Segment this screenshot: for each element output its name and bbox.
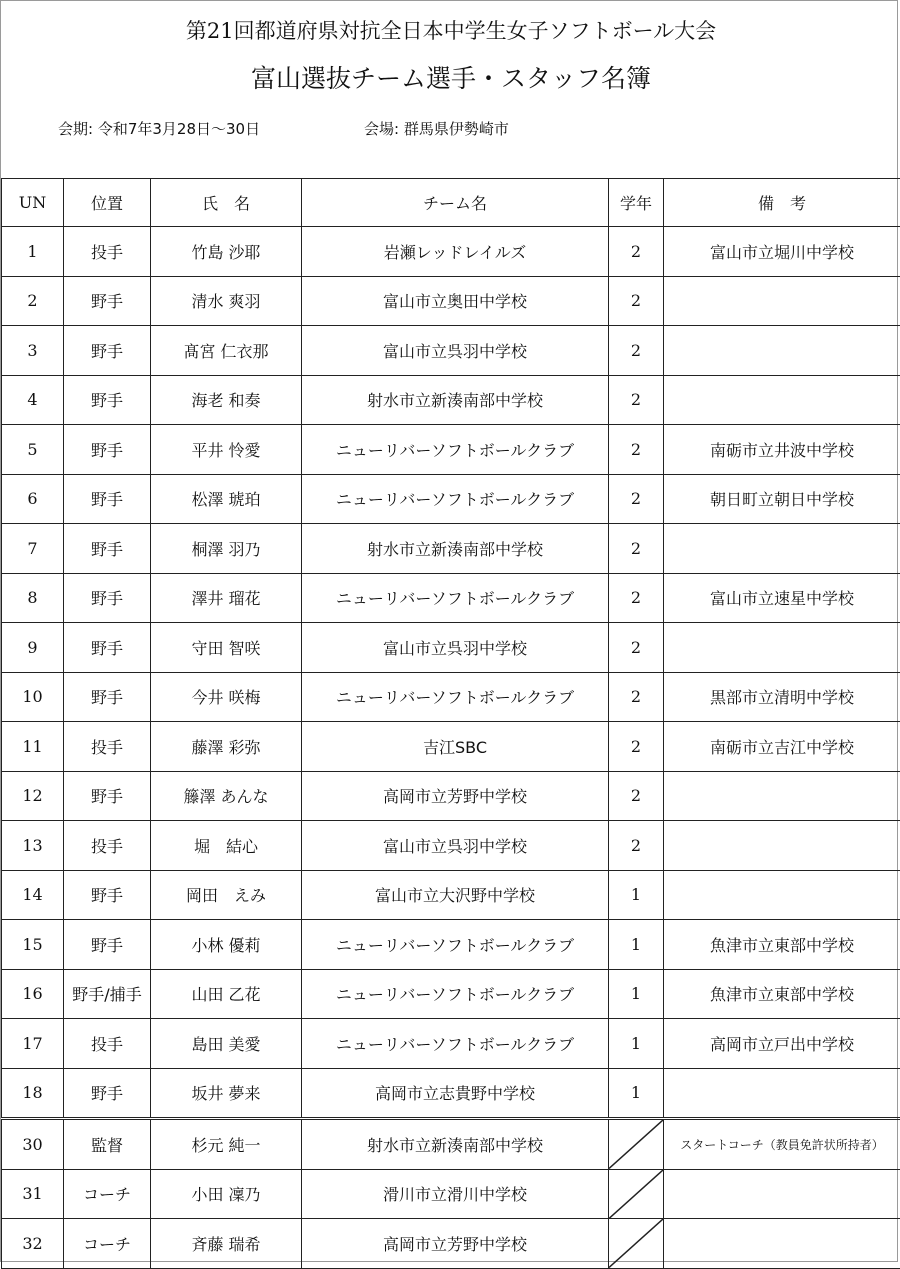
name-cell: 島田 美愛 (151, 1019, 302, 1069)
player-row (2, 326, 900, 376)
team-cell: 富山市立大沢野中学校 (302, 870, 609, 920)
column-header-remarks: 備 考 (664, 179, 900, 227)
position-cell: 野手 (64, 425, 151, 475)
player-row (2, 771, 900, 821)
player-row (2, 821, 900, 871)
position-cell: コーチ (64, 1169, 151, 1219)
player-row (2, 1019, 900, 1069)
name-cell: 澤井 瑠花 (151, 573, 302, 623)
roster-body (2, 227, 900, 1269)
position-cell: 野手 (64, 276, 151, 326)
name-cell: 岡田 えみ (151, 870, 302, 920)
team-cell: 高岡市立志貴野中学校 (302, 1068, 609, 1119)
grade-cell: 2 (609, 771, 664, 821)
remarks-cell: 魚津市立東部中学校 (664, 920, 900, 970)
un-cell: 6 (2, 474, 64, 524)
team-cell: ニューリバーソフトボールクラブ (302, 425, 609, 475)
player-row (2, 1068, 900, 1119)
grade-cell: 2 (609, 326, 664, 376)
un-cell: 31 (2, 1169, 64, 1219)
un-cell: 14 (2, 870, 64, 920)
grade-cell: 2 (609, 524, 664, 574)
roster-table (1, 178, 900, 1269)
position-cell: 野手 (64, 1068, 151, 1119)
position-cell: 野手 (64, 375, 151, 425)
name-cell: 籐澤 あんな (151, 771, 302, 821)
name-cell: 清水 爽羽 (151, 276, 302, 326)
remarks-cell: 高岡市立戸出中学校 (664, 1019, 900, 1069)
table-header-row (2, 179, 900, 227)
player-row (2, 623, 900, 673)
un-cell: 15 (2, 920, 64, 970)
un-cell: 3 (2, 326, 64, 376)
grade-cell: 1 (609, 920, 664, 970)
position-cell: 野手 (64, 326, 151, 376)
team-cell: ニューリバーソフトボールクラブ (302, 672, 609, 722)
position-cell: 野手 (64, 623, 151, 673)
un-cell: 11 (2, 722, 64, 772)
grade-cell: 2 (609, 722, 664, 772)
remarks-cell (664, 771, 900, 821)
position-cell: 野手 (64, 524, 151, 574)
team-cell: 射水市立新湊南部中学校 (302, 375, 609, 425)
column-header-name: 氏 名 (151, 179, 302, 227)
team-cell: 射水市立新湊南部中学校 (302, 1119, 609, 1170)
remarks-cell: スタートコーチ（教員免許状所持者） (664, 1119, 900, 1170)
team-cell: 富山市立呉羽中学校 (302, 821, 609, 871)
remarks-cell (664, 1169, 900, 1219)
position-cell: 野手/捕手 (64, 969, 151, 1019)
remarks-cell (664, 524, 900, 574)
team-cell: 吉江SBC (302, 722, 609, 772)
name-cell: 平井 怜愛 (151, 425, 302, 475)
grade-cell: 1 (609, 870, 664, 920)
name-cell: 守田 智咲 (151, 623, 302, 673)
un-cell: 18 (2, 1068, 64, 1119)
remarks-cell (664, 623, 900, 673)
player-row (2, 425, 900, 475)
remarks-cell (664, 375, 900, 425)
name-cell: 山田 乙花 (151, 969, 302, 1019)
team-cell: 滑川市立滑川中学校 (302, 1169, 609, 1219)
position-cell: 野手 (64, 771, 151, 821)
remarks-cell: 富山市立堀川中学校 (664, 227, 900, 277)
grade-cell: 2 (609, 821, 664, 871)
player-row (2, 474, 900, 524)
player-row (2, 524, 900, 574)
un-cell: 1 (2, 227, 64, 277)
un-cell: 30 (2, 1119, 64, 1170)
player-row (2, 672, 900, 722)
team-cell: ニューリバーソフトボールクラブ (302, 573, 609, 623)
un-cell: 8 (2, 573, 64, 623)
remarks-cell (664, 1219, 900, 1269)
name-cell: 坂井 夢来 (151, 1068, 302, 1119)
remarks-cell: 黒部市立清明中学校 (664, 672, 900, 722)
name-cell: 斉藤 瑞希 (151, 1219, 302, 1269)
grade-cell: 2 (609, 672, 664, 722)
event-venue: 会場: 群馬県伊勢崎市 (364, 118, 509, 139)
team-cell: 富山市立呉羽中学校 (302, 326, 609, 376)
remarks-cell: 南砺市立井波中学校 (664, 425, 900, 475)
page-subtitle: 富山選抜チーム選手・スタッフ名簿 (1, 59, 900, 95)
position-cell: 野手 (64, 474, 151, 524)
team-cell: 岩瀬レッドレイルズ (302, 227, 609, 277)
grade-cell: 1 (609, 1068, 664, 1119)
team-cell: ニューリバーソフトボールクラブ (302, 920, 609, 970)
remarks-cell (664, 326, 900, 376)
grade-cell: 2 (609, 573, 664, 623)
grade-cell: 2 (609, 474, 664, 524)
un-cell: 2 (2, 276, 64, 326)
team-cell: 射水市立新湊南部中学校 (302, 524, 609, 574)
name-cell: 藤澤 彩弥 (151, 722, 302, 772)
diagonal-slash-icon (609, 1170, 663, 1219)
grade-not-applicable-cell (609, 1219, 664, 1269)
page-title: 第21回都道府県対抗全日本中学生女子ソフトボール大会 (1, 15, 900, 45)
grade-not-applicable-cell (609, 1119, 664, 1170)
un-cell: 32 (2, 1219, 64, 1269)
position-cell: 野手 (64, 672, 151, 722)
position-cell: 野手 (64, 573, 151, 623)
un-cell: 13 (2, 821, 64, 871)
column-header-team: チーム名 (302, 179, 609, 227)
remarks-cell: 南砺市立吉江中学校 (664, 722, 900, 772)
remarks-cell: 魚津市立東部中学校 (664, 969, 900, 1019)
player-row (2, 920, 900, 970)
team-cell: 高岡市立芳野中学校 (302, 771, 609, 821)
un-cell: 7 (2, 524, 64, 574)
team-cell: 高岡市立芳野中学校 (302, 1219, 609, 1269)
staff-row (2, 1169, 900, 1219)
remarks-cell: 富山市立速星中学校 (664, 573, 900, 623)
position-cell: 投手 (64, 722, 151, 772)
column-header-grade: 学年 (609, 179, 664, 227)
player-row (2, 276, 900, 326)
name-cell: 堀 結心 (151, 821, 302, 871)
player-row (2, 375, 900, 425)
name-cell: 今井 咲梅 (151, 672, 302, 722)
remarks-cell: 朝日町立朝日中学校 (664, 474, 900, 524)
position-cell: 投手 (64, 821, 151, 871)
name-cell: 海老 和奏 (151, 375, 302, 425)
position-cell: 投手 (64, 227, 151, 277)
column-header-position: 位置 (64, 179, 151, 227)
diagonal-slash-icon (609, 1120, 663, 1169)
player-row (2, 227, 900, 277)
remarks-cell (664, 870, 900, 920)
name-cell: 杉元 純一 (151, 1119, 302, 1170)
position-cell: 野手 (64, 870, 151, 920)
remarks-cell (664, 821, 900, 871)
un-cell: 9 (2, 623, 64, 673)
un-cell: 17 (2, 1019, 64, 1069)
name-cell: 小田 凜乃 (151, 1169, 302, 1219)
column-header-un: UN (2, 179, 64, 227)
grade-not-applicable-cell (609, 1169, 664, 1219)
un-cell: 12 (2, 771, 64, 821)
player-row (2, 969, 900, 1019)
grade-cell: 2 (609, 623, 664, 673)
un-cell: 4 (2, 375, 64, 425)
position-cell: 野手 (64, 920, 151, 970)
team-cell: ニューリバーソフトボールクラブ (302, 969, 609, 1019)
position-cell: 投手 (64, 1019, 151, 1069)
player-row (2, 573, 900, 623)
name-cell: 竹島 沙耶 (151, 227, 302, 277)
grade-cell: 1 (609, 1019, 664, 1069)
name-cell: 桐澤 羽乃 (151, 524, 302, 574)
event-period: 会期: 令和7年3月28日～30日 (58, 118, 260, 139)
remarks-cell (664, 276, 900, 326)
diagonal-slash-icon (609, 1219, 663, 1268)
position-cell: 監督 (64, 1119, 151, 1170)
remarks-cell (664, 1068, 900, 1119)
grade-cell: 2 (609, 375, 664, 425)
player-row (2, 722, 900, 772)
grade-cell: 1 (609, 969, 664, 1019)
team-cell: 富山市立奥田中学校 (302, 276, 609, 326)
name-cell: 髙宮 仁衣那 (151, 326, 302, 376)
position-cell: コーチ (64, 1219, 151, 1269)
staff-row (2, 1219, 900, 1269)
name-cell: 松澤 琥珀 (151, 474, 302, 524)
team-cell: ニューリバーソフトボールクラブ (302, 474, 609, 524)
staff-row (2, 1119, 900, 1170)
name-cell: 小林 優莉 (151, 920, 302, 970)
player-row (2, 870, 900, 920)
team-cell: 富山市立呉羽中学校 (302, 623, 609, 673)
un-cell: 5 (2, 425, 64, 475)
grade-cell: 2 (609, 227, 664, 277)
un-cell: 16 (2, 969, 64, 1019)
team-cell: ニューリバーソフトボールクラブ (302, 1019, 609, 1069)
grade-cell: 2 (609, 425, 664, 475)
grade-cell: 2 (609, 276, 664, 326)
un-cell: 10 (2, 672, 64, 722)
